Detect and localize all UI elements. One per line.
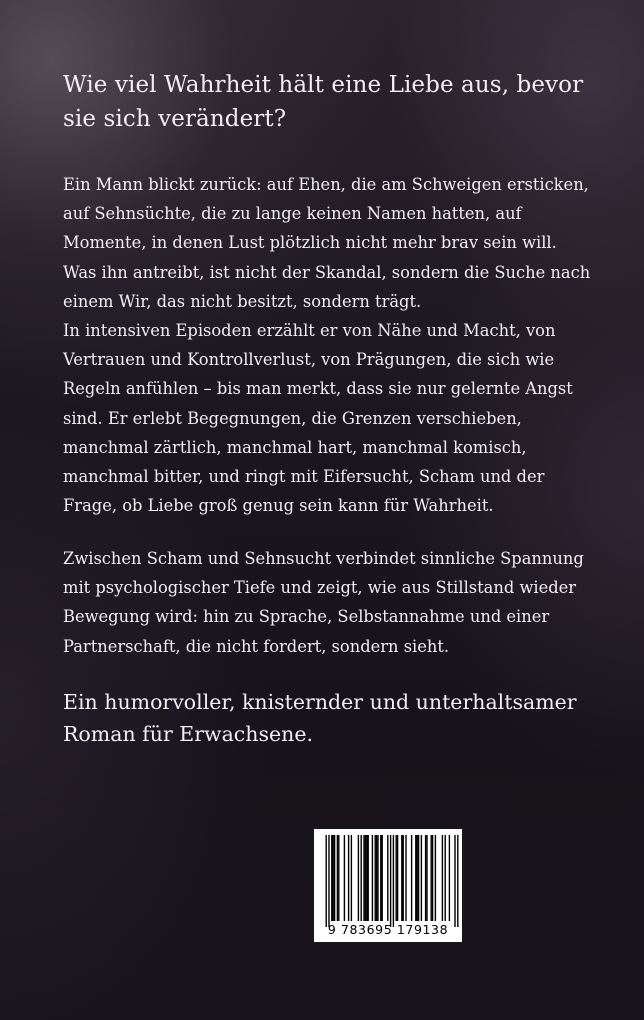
barcode-bar [344,835,345,921]
barcode-bar [361,835,362,921]
barcode-bar [363,835,364,921]
barcode-bar [376,835,377,921]
barcode-bar [333,835,334,921]
barcode-bar [449,835,450,921]
barcode-bar [445,835,446,921]
barcode-bar [457,835,458,927]
barcode-bar [348,835,349,921]
blurb-line: Momente, in denen Lust plötzlich nicht mehr brav sein will. [63,233,557,253]
blurb-line: In intensiven Episoden erzählt er von Nähe und Macht, von [63,321,556,341]
barcode-bar [358,835,359,921]
barcode-bar [375,835,376,921]
blurb-line: Frage, ob Liebe groß genug sein kann für Wahrheit. [63,496,494,516]
blurb-line: Bewegung wird: hin zu Sprache, Selbstannahme und einer [63,607,550,627]
blurb-line: Partnerschaft, die nicht fordert, sondern sieht. [63,636,450,656]
tagline-line: Roman für Erwachsene. [63,722,313,746]
barcode-bar [426,835,427,921]
barcode-bar [405,835,406,921]
barcode-bar [326,835,327,927]
barcode-bar [418,835,419,921]
barcode-bar [435,835,436,921]
barcode-bar [454,835,455,927]
blurb-line: manchmal zärtlich, manchmal hart, manchmal komisch, [63,437,527,457]
barcode-bar [396,835,397,921]
isbn-number: 9 783695 179138 [327,922,449,937]
tagline [63,686,623,750]
barcode-bar [401,835,402,921]
blurb-line: einem Wir, das nicht besitzt, sondern trägt. [63,291,422,311]
barcode-bar [432,835,433,921]
barcode-bar [421,835,422,921]
barcode-bar [368,835,369,921]
barcode-bar [337,835,338,921]
blurb-line: Was ihn antreibt, ist nicht der Skandal, sondern die Suche nach [63,262,591,282]
barcode-bar [397,835,398,921]
barcode-bar [390,835,391,927]
barcode-bar [393,835,394,927]
barcode-bar [338,835,339,921]
barcode-bar [382,835,383,921]
barcode-bar [351,835,352,921]
barcode-bar [431,835,432,921]
blurb-line: mit psychologischer Tiefe und zeigt, wie aus Stillstand wieder [63,578,577,598]
barcode-bar [372,835,373,921]
barcode-bar [328,835,329,927]
barcode-bar [415,835,416,921]
blurb-line: manchmal bitter, und ringt mit Eifersucht, Scham und der [63,467,545,487]
barcode-bar [366,835,367,921]
barcode-bar [380,835,381,921]
blurb-line: Regeln anfühlen – bis man merkt, dass sie nur gelernte Angst [63,379,573,399]
barcode-bar [377,835,378,921]
isbn-barcode [314,829,462,942]
blurb-line: auf Sehnsüchte, die zu lange keinen Namen hatten, auf [63,204,522,224]
headline [63,68,623,136]
blurb-line: Ein Mann blickt zurück: auf Ehen, die am Schweigen ersticken, [63,175,589,194]
barcode-bar [417,835,418,921]
barcode-bar [331,835,332,921]
blurb-paragraph-3 [63,544,618,661]
blurb-line: sind. Er erlebt Begegnungen, die Grenzen verschieben, [63,408,522,428]
barcode-bar [387,835,388,921]
barcode-bar [442,835,443,921]
blurb-paragraph-1 [63,170,618,520]
barcode-bar [334,835,335,921]
headline-text: Wie viel Wahrheit hält eine Liebe aus, bevor sie sich verändert? [63,72,584,132]
barcode-bar [411,835,412,921]
blurb-line: Zwischen Scham und Sehnsucht verbindet sinnliche Spannung [63,549,584,568]
barcode-bar [403,835,404,921]
tagline-line: Ein humorvoller, knisternder und unterhaltsamer [63,690,577,714]
barcode-bar [425,835,426,921]
barcode-bar [365,835,366,921]
blurb-line: Vertrauen und Kontrollverlust, von Prägungen, die sich wie [63,350,555,370]
